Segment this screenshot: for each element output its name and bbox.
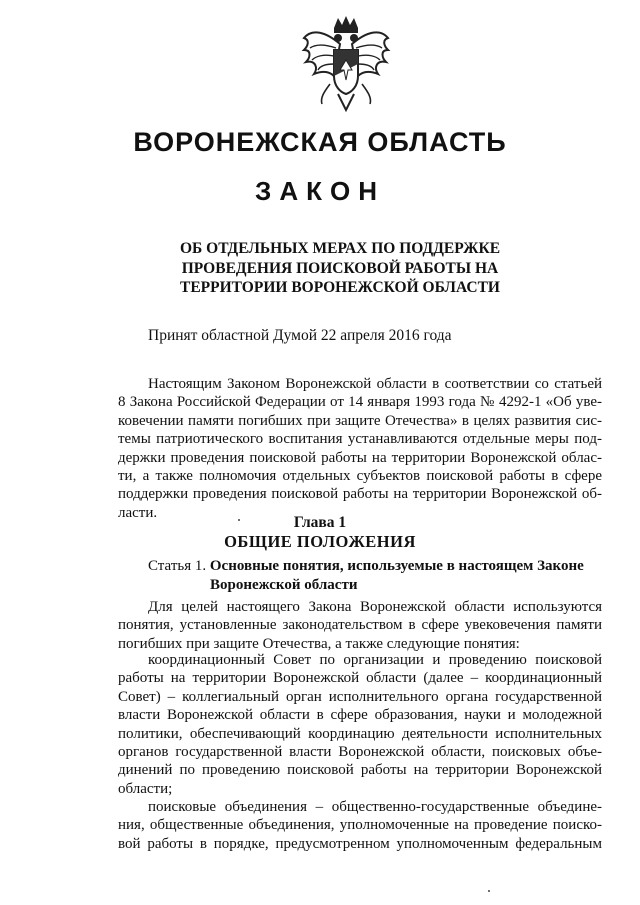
text-line: ласти. [118,504,158,521]
text-line: понятия, установленные законодательством в сфере увековечения памяти [118,617,602,634]
text-line: вой работы в порядке, предусмотренном уполномоченным федеральным [118,835,602,852]
chapter-name: ОБЩИЕ ПОЛОЖЕНИЯ [224,532,416,551]
law-title-line: ПРОВЕДЕНИЯ ПОИСКОВОЙ РАБОТЫ НА [181,259,499,277]
law-title-line: ОБ ОТДЕЛЬНЫХ МЕРАХ ПО ПОДДЕРЖКЕ [179,240,501,257]
law-title-line: ТЕРРИТОРИИ ВОРОНЕЖСКОЙ ОБЛАСТИ [180,279,500,296]
text-line: политики, обеспечивающий координацию деятельности исполнительных [118,725,602,742]
law-title [140,239,540,298]
scan-speck [238,519,240,521]
document-type: ЗАКОН [255,176,385,206]
region-title: ВОРОНЕЖСКАЯ ОБЛАСТЬ [133,127,507,157]
text-line: Совет) – коллегиальный орган исполнительного органа государственной [118,688,602,705]
article-title: Основные понятия, используемые в настоящем Законе [209,558,584,574]
text-line: власти Воронежской области в сфере образования, науки и молодежной [118,707,602,724]
text-line: ния, общественные объединения, уполномоченные на проведение поиско- [118,817,602,834]
preamble-paragraph [118,375,602,522]
article-heading [148,557,608,594]
text-line: области; [118,780,173,797]
text-line: динений по проведению поисковой работы на территории Воронежской [118,762,602,779]
text-line: Для целей настоящего Закона Воронежской области используются [148,599,602,615]
text-line: ковечении памяти погибших при защите Отечества» в целях развития сис- [118,412,602,429]
text-line: координационный Совет по организации и проведению поисковой [148,652,602,668]
text-line: 8 Закона Российской Федерации от 14 января 1993 года № 4292-1 «Об уве- [118,394,602,411]
definition-coordination-council [118,651,602,798]
chapter-number: Глава 1 [293,514,347,531]
text-line: органов государственной власти Воронежской области, поисковых объе- [118,744,602,761]
text-line: поддержки проведения поисковой работы на территории Воронежской об- [118,486,602,503]
text-line: темы патриотического воспитания устанавливаются отдельные меры под- [118,431,602,448]
adoption-date: Принят областной Думой 22 апреля 2016 года [148,327,452,344]
article-intro-paragraph [118,598,602,653]
text-line: погибших при защите Отечества, а также следующие понятия: [118,635,520,652]
text-line: Настоящим Законом Воронежской области в соответствии со статьей [148,376,602,392]
text-line: работы на территории Воронежской области (далее – координационный [118,670,602,687]
text-line: ти, а также полномочия отдельных субъектов поисковой работы в сфере [118,468,602,485]
article-title-continued: Воронежской области [210,576,358,593]
text-line: поисковые объединения – общественно-государственные объедине- [148,799,602,815]
definition-search-associations [118,798,602,853]
scan-speck [488,890,490,892]
text-line: держки проведения поисковой работы на территории Воронежской облас- [118,449,602,466]
voronezh-coat-of-arms-icon [300,14,392,112]
article-prefix: Статья 1. [148,558,207,574]
